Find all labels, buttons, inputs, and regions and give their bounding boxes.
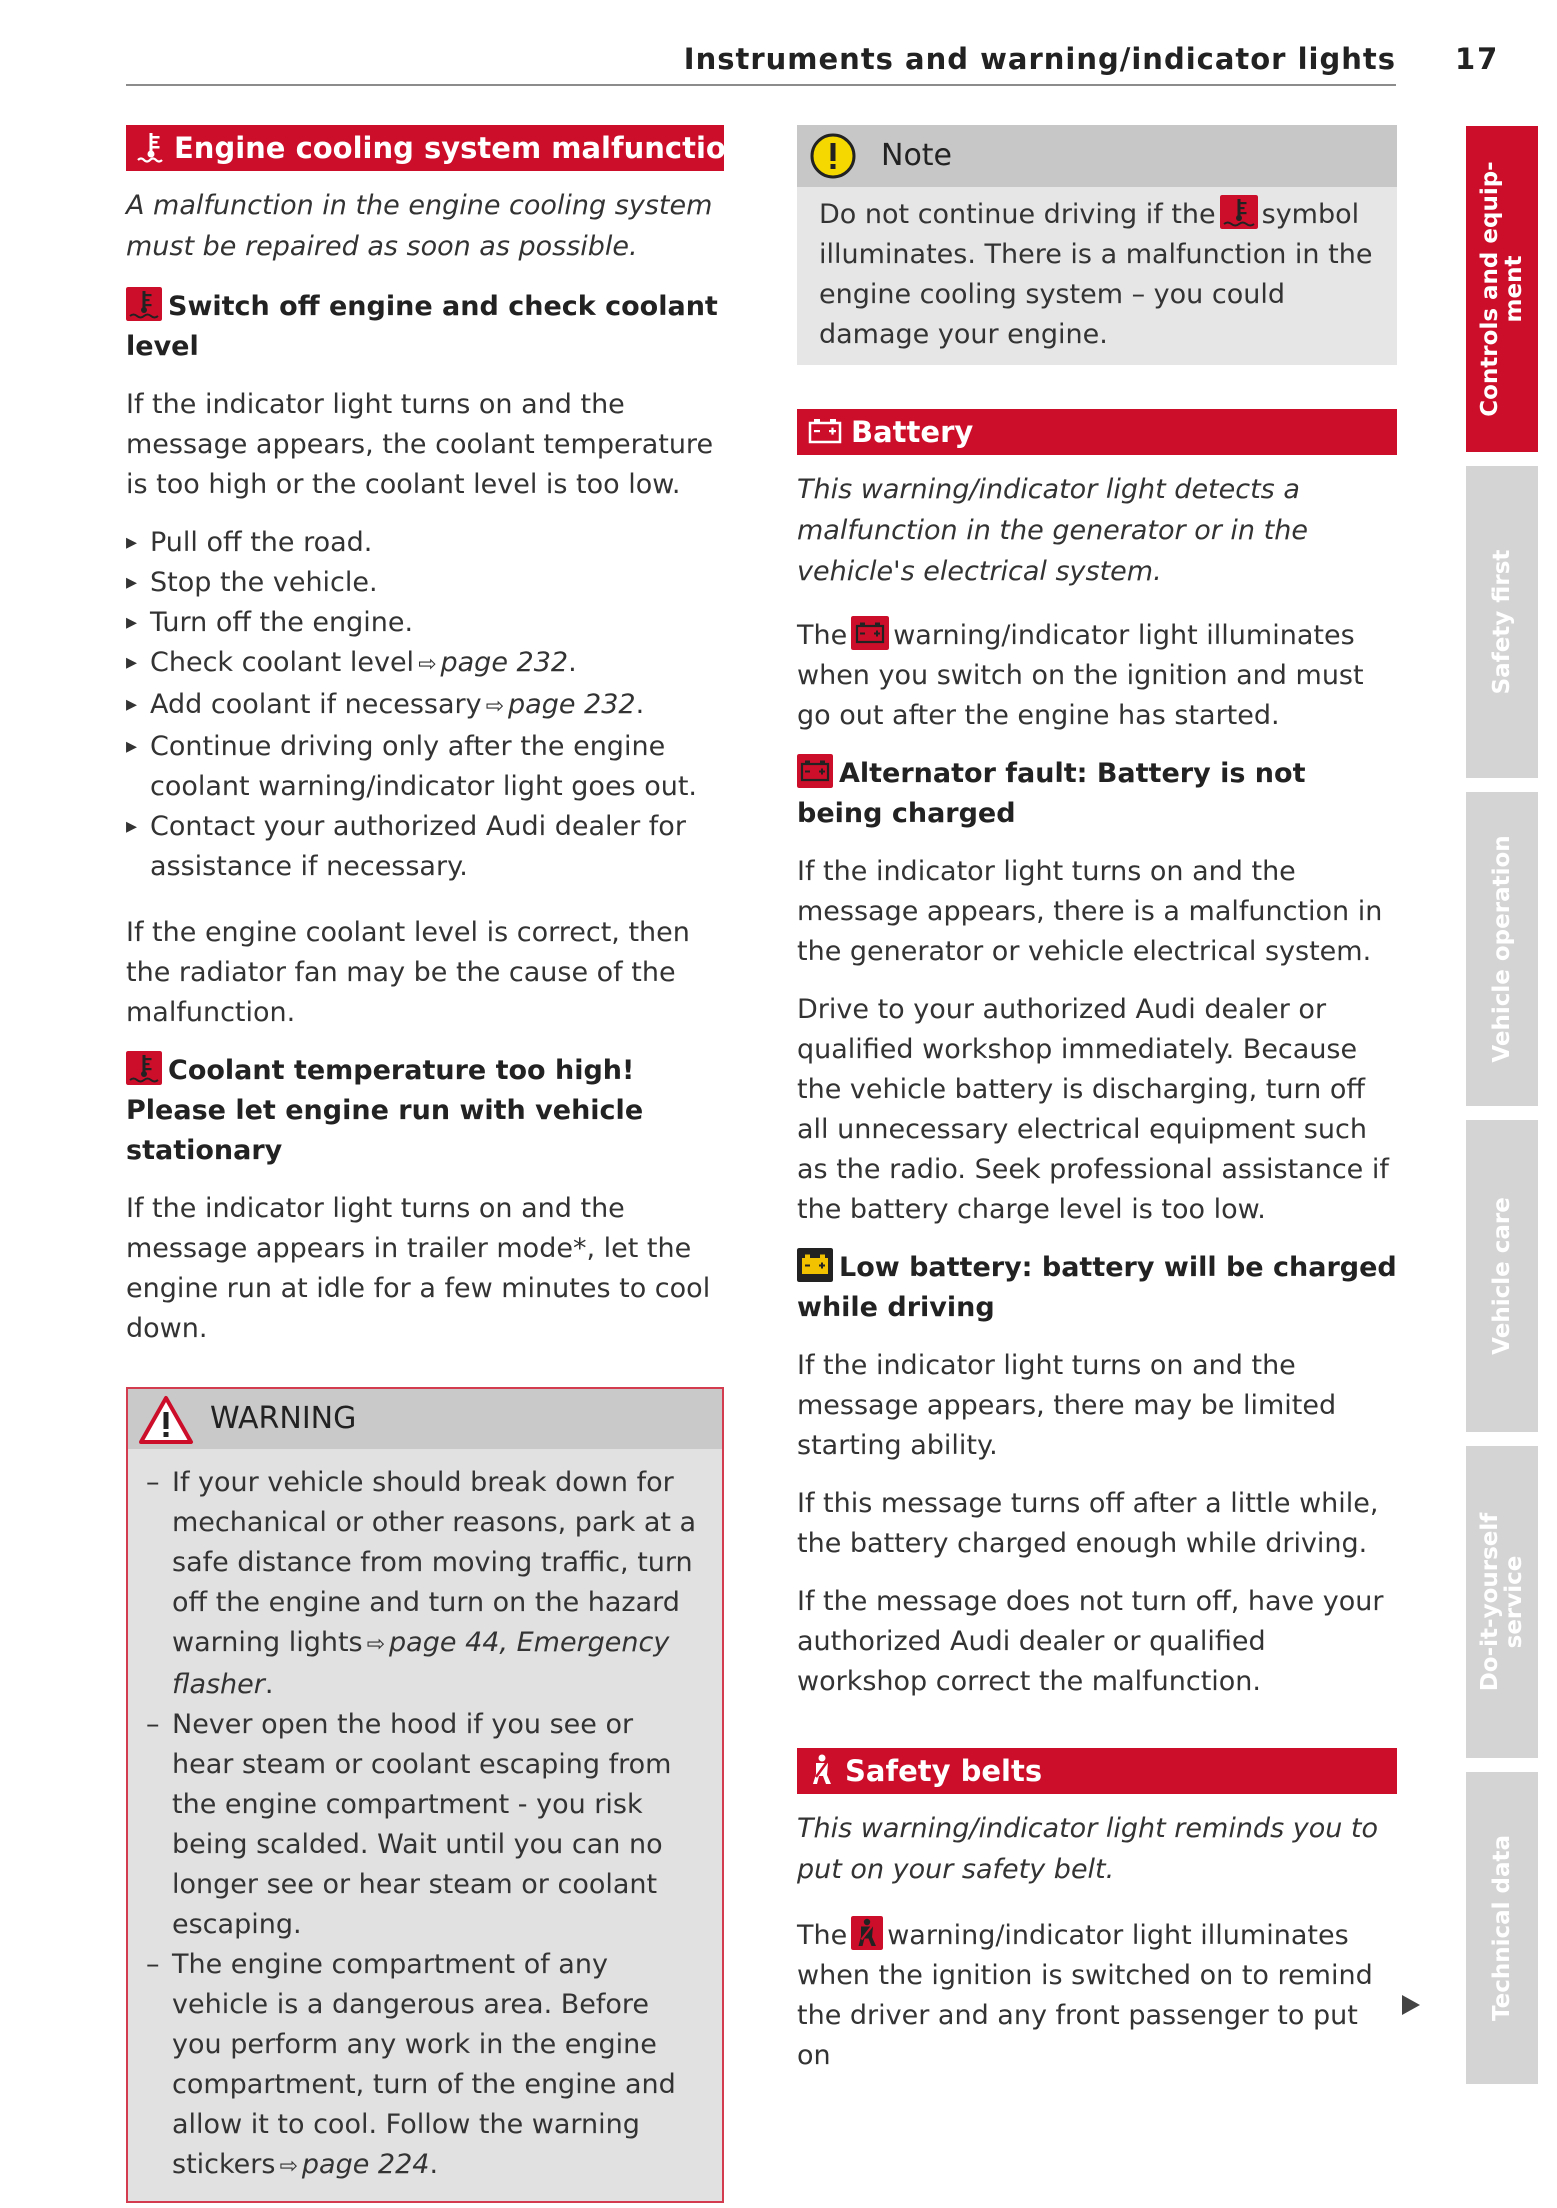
tab-vehicle-care[interactable] (1466, 1120, 1538, 1432)
note-header (797, 125, 1397, 187)
section-engine-cooling-title (126, 125, 747, 171)
step-continue-driving: ▸ Continue driving only after the engine coolant warning/indicator light goes out. (126, 727, 724, 807)
step-stop-vehicle: ▸ Stop the vehicle. (126, 563, 724, 603)
step-check-coolant: ▸ Check coolant level ⇨ page 232. (126, 643, 724, 685)
subhead-low-battery-text: Low battery: battery will be charged while driving (797, 1252, 1397, 1323)
subhead-alternator-fault-text: Alternator fault: Battery is not being charged (797, 758, 1306, 829)
warning-list (128, 1449, 722, 2201)
note-text (797, 187, 1397, 365)
cooling-para-1: If the indicator light turns on and the message appears, the coolant temperature is too high or the coolant level is too low. (126, 389, 714, 500)
battery-para-1-start: The (797, 620, 848, 651)
tab-do-it-yourself-service[interactable] (1466, 1446, 1538, 1758)
warning-item-hood: – Never open the hood if you see or hear steam or coolant escaping from the engine compartment - you risk being scalded. Wait until you can no longer see or hear steam or coolant escaping. (146, 1705, 702, 1945)
belts-para-1-start: The (797, 1920, 848, 1951)
subhead-alternator-fault (797, 754, 1397, 834)
tab-controls-and-equipment-label (1478, 161, 1526, 416)
warning-item-engine-compartment-text: The engine compartment of any vehicle is a dangerous area. Before you perform any work in the engine compartment, turn of the engine and allow it to cool. Follow the warning stickers (172, 1949, 676, 2180)
tab-technical-data-label: Technical data (1489, 1834, 1515, 2022)
note-exclamation-icon (809, 132, 857, 180)
belts-intro: This warning/indicator light reminds you to put on your safety belt. (797, 1813, 1379, 1885)
warning-box (126, 1387, 724, 2203)
page-ref-link[interactable]: page 232 (440, 647, 569, 678)
cooling-para-2: If the engine coolant level is correct, then the radiator fan may be the cause of the malfunction. (126, 917, 690, 1028)
battery-para-1 (797, 616, 1397, 736)
coolant-warning-light-icon (1220, 195, 1258, 229)
coolant-warning-light-icon (126, 1051, 162, 1085)
battery-warning-light-icon (851, 616, 889, 650)
ref-arrow-icon: ⇨ (485, 694, 505, 719)
step-contact-dealer: ▸ Contact your authorized Audi dealer for assistance if necessary. (126, 807, 724, 887)
warning-item-breakdown-text: If your vehicle should break down for mechanical or other reasons, park at a safe distance from moving traffic, turn off the engine and turn on the hazard warning lights (172, 1467, 697, 1658)
belts-para-1 (797, 1916, 1397, 2076)
ref-arrow-icon: ⇨ (418, 652, 437, 677)
running-title: Instruments and warning/indicator lights (683, 42, 1396, 76)
page-ref-link[interactable]: page 44, Emergency flasher (172, 1627, 670, 1700)
tab-technical-data[interactable] (1466, 1772, 1538, 2084)
tab-vehicle-care-label: Vehicle care (1489, 1197, 1515, 1355)
subhead-low-battery (797, 1248, 1397, 1328)
tab-do-it-yourself-label (1478, 1513, 1526, 1692)
tab-controls-line1: Controls and equip- (1477, 161, 1503, 417)
engine-cooling-intro: A malfunction in the engine cooling system must be repaired as soon as possible. (126, 190, 713, 262)
section-safety-belts-title (797, 1748, 1397, 1794)
seat-belt-warning-light-icon (851, 1916, 883, 1950)
note-title: Note (881, 138, 953, 173)
battery-para-3: Drive to your authorized Audi dealer or qualified workshop immediately. Because the vehicle battery is discharging, turn off all unnecessary electrical equipment such as the radio. Seek professional assistance if the battery charge level is too low. (797, 994, 1389, 1225)
battery-para-5: If this message turns off after a little while, the battery charged enough while driving. (797, 1488, 1379, 1559)
tab-diy-line1: Do-it-yourself (1477, 1512, 1503, 1692)
subhead-coolant-temp-high-text: Coolant temperature too high! Please let engine run with vehicle stationary (126, 1055, 644, 1166)
coolant-warning-light-icon (126, 287, 162, 321)
section-safety-belts-label: Safety belts (845, 1754, 1043, 1788)
page-number: 17 (1455, 42, 1500, 76)
warning-item-breakdown: – If your vehicle should break down for mechanical or other reasons, park at a safe distance from moving traffic, turn off the engine and turn on the hazard warning lights ⇨ page 44, Emergency flasher. (146, 1463, 702, 1705)
running-header (126, 38, 1396, 86)
cooling-steps-list (126, 523, 724, 887)
tab-controls-and-equipment[interactable] (1466, 126, 1538, 452)
cooling-para-3: If the indicator light turns on and the message appears in trailer mode*, let the engine run at idle for a few minutes to cool down. (126, 1193, 711, 1344)
tab-controls-line2: ment (1501, 255, 1527, 323)
warning-title: WARNING (210, 1401, 357, 1436)
battery-para-6: If the message does not turn off, have your authorized Audi dealer or qualified workshop correct the malfunction. (797, 1586, 1384, 1697)
low-battery-light-icon (797, 1248, 833, 1282)
step-turn-off-engine: ▸ Turn off the engine. (126, 603, 724, 643)
section-engine-cooling-label: Engine cooling system malfunction (174, 131, 747, 165)
tab-diy-line2: service (1501, 1555, 1527, 1649)
warning-triangle-icon (138, 1395, 194, 1445)
battery-para-1-end: warning/indicator light illuminates when you switch on the ignition and must go out after the engine has started. (797, 620, 1364, 731)
note-box (797, 125, 1397, 365)
step-check-coolant-text: Check coolant level (150, 647, 415, 678)
step-add-coolant: ▸ Add coolant if necessary ⇨ page 232. (126, 685, 724, 727)
right-column (797, 125, 1397, 2076)
continued-arrow-icon (1400, 1993, 1422, 2017)
tab-safety-first-label: Safety first (1489, 549, 1515, 695)
belts-para-1-end: warning/indicator light illuminates when the ignition is switched on to remind the driver and any front passenger to put on (797, 1920, 1373, 2071)
warning-header (128, 1389, 722, 1449)
section-battery-title (797, 409, 1397, 455)
subhead-switch-off-engine-text: Switch off engine and check coolant level (126, 291, 718, 362)
battery-icon (807, 414, 843, 448)
note-text-start: Do not continue driving if the (819, 199, 1216, 230)
coolant-temperature-icon (136, 130, 166, 164)
tab-safety-first[interactable] (1466, 466, 1538, 778)
step-add-coolant-text: Add coolant if necessary (150, 689, 482, 720)
step-pull-off: ▸ Pull off the road. (126, 523, 724, 563)
tab-vehicle-operation-label: Vehicle operation (1489, 835, 1515, 1063)
tab-vehicle-operation[interactable] (1466, 792, 1538, 1106)
warning-item-engine-compartment: – The engine compartment of any vehicle is a dangerous area. Before you perform any work in the engine compartment, turn of the engine and allow it to cool. Follow the warning stickers ⇨ page 224. (146, 1945, 702, 2187)
subhead-coolant-temp-high (126, 1051, 724, 1171)
seat-belt-icon (807, 1753, 837, 1787)
subhead-switch-off-engine (126, 287, 724, 367)
section-battery-label: Battery (851, 415, 974, 449)
battery-para-4: If the indicator light turns on and the message appears, there may be limited starting ability. (797, 1350, 1337, 1461)
ref-arrow-icon: ⇨ (279, 2154, 298, 2179)
battery-intro: This warning/indicator light detects a malfunction in the generator or in the vehicle's electrical system. (797, 474, 1308, 587)
left-column (126, 125, 747, 2203)
battery-para-2: If the indicator light turns on and the message appears, there is a malfunction in the generator or vehicle electrical system. (797, 856, 1383, 967)
page-ref-link[interactable]: page 224 (301, 2149, 430, 2180)
ref-arrow-icon: ⇨ (366, 1632, 386, 1657)
note-text-end: symbol illuminates. There is a malfunction in the engine cooling system – you could damage your engine. (819, 199, 1373, 350)
page-ref-link[interactable]: page 232 (508, 689, 636, 720)
battery-warning-light-icon (797, 754, 833, 788)
